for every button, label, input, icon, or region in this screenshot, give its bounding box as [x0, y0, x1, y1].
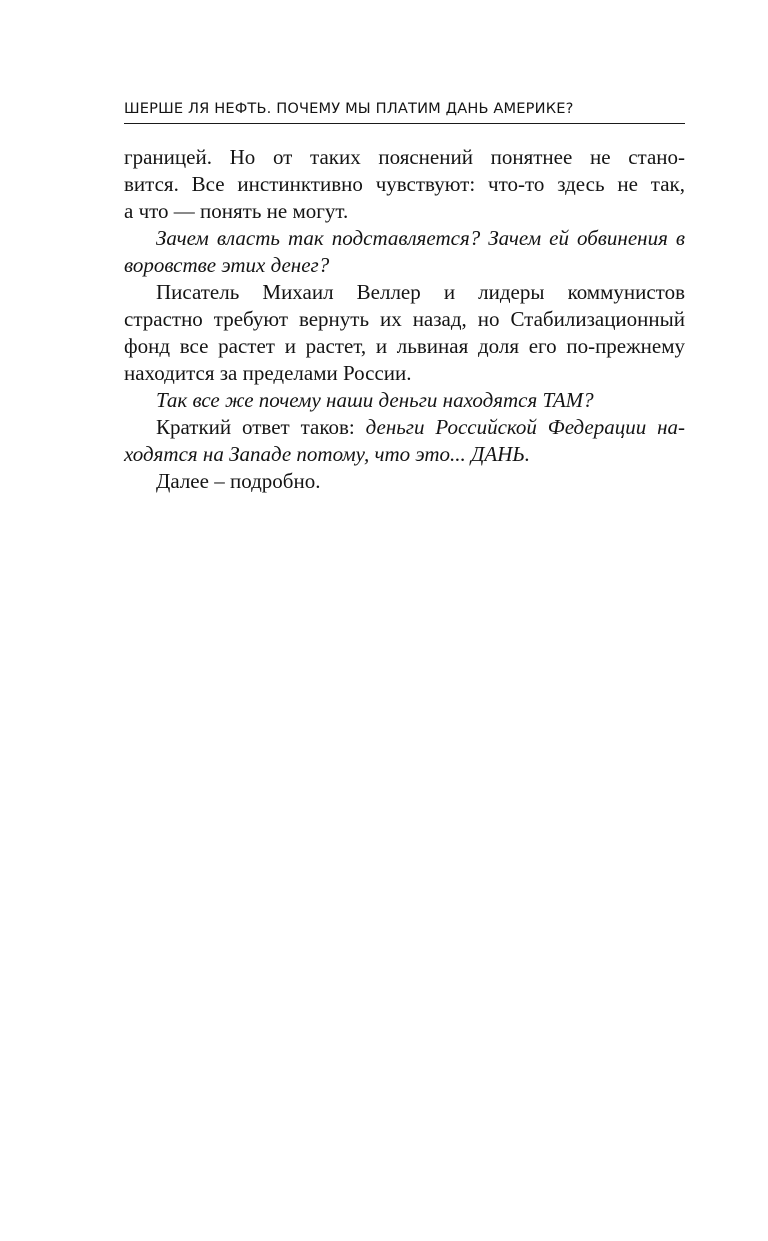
text-line: Так все же почему наши деньги находятся ТАМ?: [156, 388, 594, 412]
answer-lead: Краткий ответ таков:: [156, 415, 366, 439]
running-head: [124, 98, 685, 124]
answer-emphasis: деньги Российской Федерации на-: [365, 415, 685, 439]
paragraph-4-italic-question: [124, 387, 685, 414]
text-line: воровстве этих денег?: [124, 253, 330, 277]
text-line: страстно требуют вернуть их назад, но Стабилизационный: [124, 307, 685, 331]
text-line: находится за пределами России.: [124, 361, 412, 385]
paragraph-2-italic-question: [124, 225, 685, 279]
text-line: Писатель Михаил Веллер и лидеры коммунистов: [156, 280, 685, 304]
text-line: [124, 414, 685, 441]
text-line: Далее – подробно.: [156, 469, 321, 493]
text-line: границей. Но от таких пояснений понятнее не стано-: [124, 145, 685, 169]
text-line: а что — понять не могут.: [124, 199, 349, 223]
text-line: вится. Все инстинктивно чувствуют: что-то здесь не так,: [124, 172, 685, 196]
paragraph-3: [124, 279, 685, 387]
paragraph-1: [124, 144, 685, 225]
paragraph-5: [124, 414, 685, 468]
text-line: Зачем власть так подставляется? Зачем ей обвинения в: [156, 226, 685, 250]
paragraph-6: [124, 468, 685, 495]
running-head-title: ШЕРШЕ ЛЯ НЕФТЬ. ПОЧЕМУ МЫ ПЛАТИМ ДАНЬ АМЕРИКЕ?: [124, 100, 574, 117]
text-line: ходятся на Западе потому, что это... ДАНЬ.: [124, 442, 531, 466]
text-line: фонд все растет и растет, и львиная доля его по-прежнему: [124, 334, 685, 358]
body-text: [124, 144, 685, 495]
